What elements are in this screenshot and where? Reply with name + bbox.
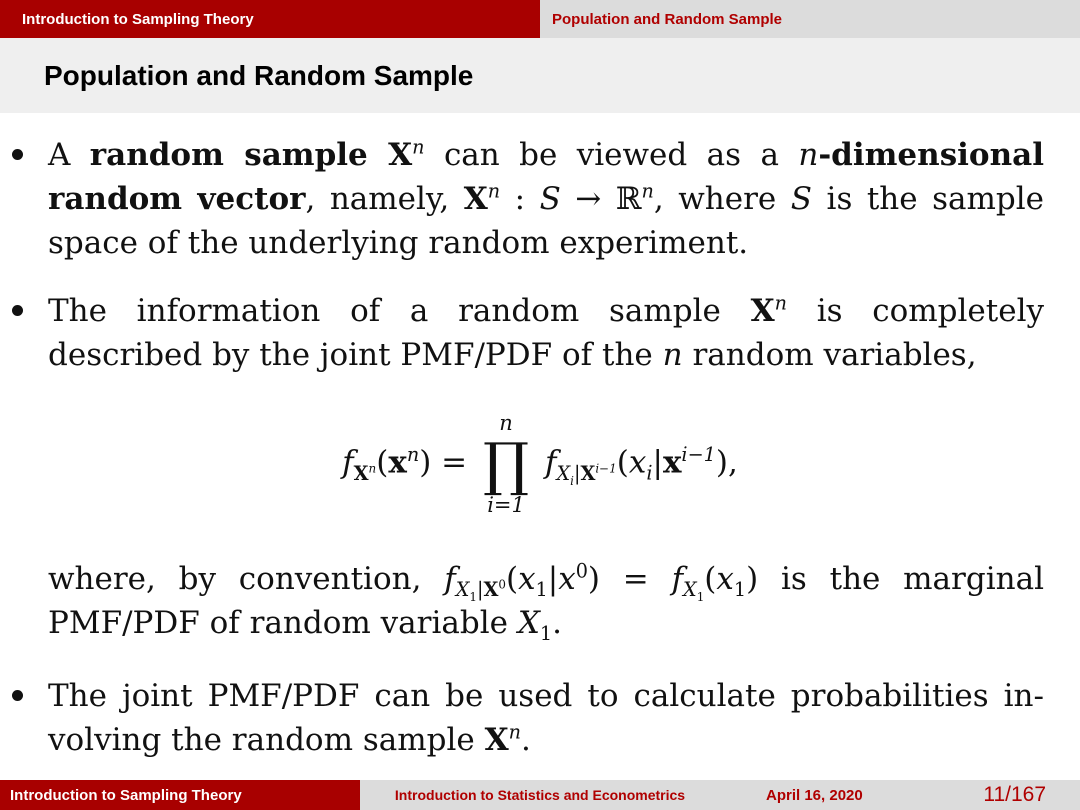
subscript: i xyxy=(570,473,574,488)
math-var: X xyxy=(556,461,571,485)
math-f: f xyxy=(545,444,557,481)
product-lower-limit: i=1 xyxy=(487,493,525,517)
math-equals: ) = xyxy=(587,561,672,597)
superscript: n xyxy=(368,461,377,476)
math-var: x xyxy=(518,561,536,597)
text-run: is the sample space of the underlying random experiment. xyxy=(48,181,1044,261)
math-paren: ( xyxy=(505,561,519,597)
superscript: i−1 xyxy=(595,461,617,476)
subscript: 1 xyxy=(696,590,705,605)
math-bar: | xyxy=(652,444,663,481)
product-operator xyxy=(483,411,529,517)
math-bold: x xyxy=(662,444,682,481)
superscript: n xyxy=(487,179,501,203)
header-bar xyxy=(0,0,1080,38)
text-run: . xyxy=(521,722,531,758)
bullet-marker xyxy=(12,690,23,701)
math-bar: | xyxy=(476,578,484,602)
math-paren: ( xyxy=(376,444,389,481)
text-run: can be viewed as a xyxy=(424,137,799,173)
bold-symbol: X xyxy=(463,181,488,217)
math-bar: | xyxy=(547,561,559,597)
text-run: , where xyxy=(653,181,791,217)
math-var: S xyxy=(539,181,561,217)
frame-title: Population and Random Sample xyxy=(44,59,474,91)
footer-date: April 16, 2020 xyxy=(766,786,863,804)
convention-text xyxy=(48,557,1044,645)
display-equation xyxy=(0,411,1080,517)
math-var: X xyxy=(683,578,697,602)
subscript: 1 xyxy=(733,578,747,602)
math-bold: X xyxy=(580,461,596,485)
product-symbol: ∏ xyxy=(482,430,530,498)
math-var: X xyxy=(455,578,470,602)
footer-meta xyxy=(720,780,1080,810)
math-var: x xyxy=(716,561,734,597)
footer-bar xyxy=(0,780,1080,810)
text-run: The information of a random sample xyxy=(48,293,751,329)
text-run: . xyxy=(552,605,562,641)
superscript: 0 xyxy=(575,559,588,583)
text-run: , namely, xyxy=(305,181,464,217)
math-equals: ) = xyxy=(419,444,468,481)
math-bold: X xyxy=(483,578,499,602)
frame-title-band xyxy=(0,38,1080,113)
math-f: f xyxy=(444,561,456,597)
superscript: 0 xyxy=(498,577,506,592)
header-subsection-title[interactable]: Population and Random Sample xyxy=(540,0,1080,38)
superscript: n xyxy=(406,443,420,467)
subscript: 1 xyxy=(469,590,477,605)
text-run: is the marginal PMF/PDF of random variable xyxy=(48,561,1044,641)
math-bold: x xyxy=(388,444,407,481)
text-run: A xyxy=(48,137,90,173)
subscript: 1 xyxy=(539,622,553,646)
header-section-title[interactable]: Introduction to Sampling Theory xyxy=(0,0,540,38)
math-paren: ( xyxy=(616,444,629,481)
bullet-text-3 xyxy=(48,674,1044,762)
bold-symbol: X xyxy=(484,722,509,758)
subscript: i xyxy=(646,461,653,485)
bullet-marker xyxy=(12,305,23,316)
text-run: is completely described by the joint PMF/PDF of the xyxy=(48,293,1044,373)
math-var: x xyxy=(558,561,576,597)
subscript: 1 xyxy=(535,578,548,602)
math-bar: | xyxy=(573,461,581,485)
math-var: S xyxy=(790,181,813,217)
text-run: random variables, xyxy=(682,337,977,373)
math-f: f xyxy=(342,444,354,481)
bold-symbol: X xyxy=(750,293,775,329)
bold-term: random sample X xyxy=(89,137,413,173)
superscript: n xyxy=(412,135,425,159)
math-var: n xyxy=(798,137,819,173)
text-run: : xyxy=(500,181,540,217)
math-f: f xyxy=(671,561,684,597)
page-number[interactable]: 11/167 xyxy=(983,783,1046,806)
product-upper-limit: n xyxy=(499,411,513,435)
superscript: n xyxy=(641,179,654,203)
superscript: n xyxy=(508,720,522,744)
math-var: X xyxy=(517,605,540,641)
math-paren: ), xyxy=(715,444,738,481)
footer-section[interactable]: Introduction to Sampling Theory xyxy=(0,780,360,810)
footer-course-title[interactable]: Introduction to Statistics and Econometrics xyxy=(360,780,720,810)
text-run: where, by convention, xyxy=(48,561,445,597)
text-run: The joint PMF/PDF can be used to calculate probabilities in-volving the random sample xyxy=(48,678,1044,758)
bullet-marker xyxy=(12,149,23,160)
math-paren: ) xyxy=(746,561,759,597)
math-bold: X xyxy=(353,461,369,485)
superscript: i−1 xyxy=(681,443,716,467)
math-var: x xyxy=(628,444,647,481)
bold-term: -dimensional random vector xyxy=(48,137,1045,217)
bullet-text-1 xyxy=(48,133,1044,265)
text-run: → ℝ xyxy=(560,181,642,217)
bullet-text-2 xyxy=(48,289,1044,377)
superscript: n xyxy=(774,291,788,315)
math-paren: ( xyxy=(704,561,717,597)
math-var: n xyxy=(662,337,683,373)
